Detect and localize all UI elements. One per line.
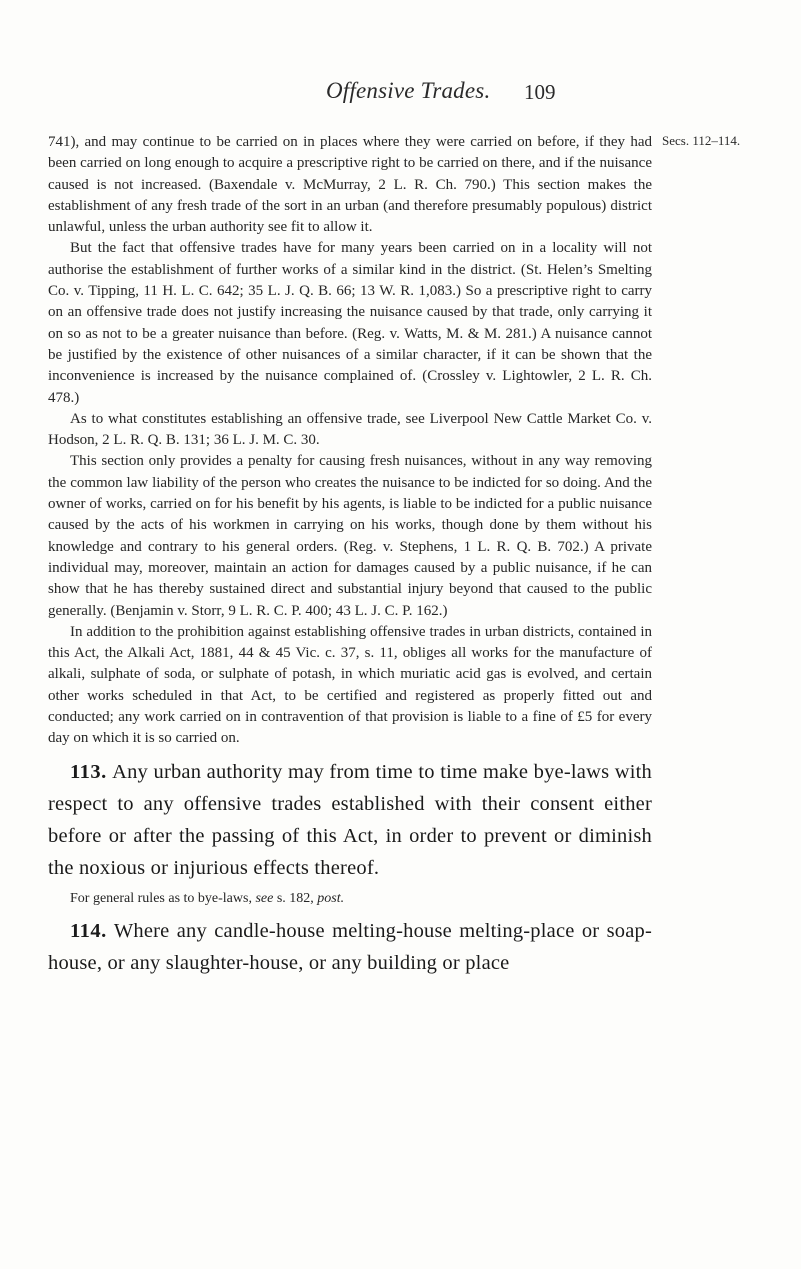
section-113-text: Any urban authority may from time to time make bye-laws with respect to any offensive trades established with their consent either before or after the passing of this Act, in order to prevent or diminish the noxious or injurious effects thereof. [48, 760, 653, 879]
section-113-number: 113. [70, 760, 107, 783]
paragraph-establishing: As to what constitutes establishing an offensive trade, see Liverpool New Cattle Market Co. v. Hodson, 2 L. R. Q. B. 131; 36 L. J. M. C. 30. [48, 410, 652, 449]
section-114-number: 114. [70, 919, 107, 942]
section-114-text: Where any candle-house melting-house melting-place or soap-house, or any slaughter-house, or any building or place [48, 919, 652, 974]
section-113-note [48, 888, 652, 909]
margin-section-note: Secs. 112–114. [662, 133, 741, 148]
paragraph-continuation: 741), and may continue to be carried on in places where they were carried on before, if they had been carried on long enough to acquire a prescriptive right to be carried on there, and if the nuisance caused is not increased. (Baxendale v. McMurray, 2 L. R. Ch. 790.) This section makes the establishment of any fresh trade of the sort in an urban (and therefore presumably populous) district unlawful, unless the urban authority see fit to allow it. [48, 134, 652, 236]
paragraph-prescriptive-right: But the fact that offensive trades have for many years been carried on in a locality will not authorise the establishment of further works of a similar kind in the district. (St. Helen’s Smelting Co. v. Tipping, 11 H. L. C. 642; 35 L. J. Q. B. 66; 13 W. R. 1,083.) So a prescriptive right to carry on an offensive trade does not justify increasing the nuisance caused by that trade, only carrying it on so as not to be a greater nuisance than before. (Reg. v. Watts, M. & M. 281.) A nuisance cannot be justified by the existence of other nuisances of a similar character, if it can be shown that the inconvenience is increased by the nuisance complained of. (Crossley v. Lightowler, 2 L. R. Ch. 478.) [48, 240, 652, 406]
page-number: 109 [524, 80, 556, 104]
section-113 [48, 756, 652, 884]
paragraph-penalty: This section only provides a penalty for causing fresh nuisances, without in any way removing the common law liability of the person who creates the nuisance to be indicted for so doing. And the owner of works, carried on for his benefit by his agents, is liable to be indicted for a public nuisance caused by the acts of his workmen in carrying on his works, though done by them without his knowledge and contrary to his general orders. (Reg. v. Stephens, 1 L. R. Q. B. 702.) A private individual may, moreover, maintain an action for damages caused by a public nuisance, if he can show that he has thereby sustained direct and substantial injury beyond that caused to the public generally. (Benjamin v. Storr, 9 L. R. C. P. 400; 43 L. J. C. P. 162.) [48, 453, 652, 619]
note-post: post. [317, 890, 345, 906]
note-prefix: For general rules as to bye-laws, [70, 890, 252, 906]
note-ref: s. 182, [276, 890, 314, 906]
section-114 [48, 915, 652, 979]
note-see: see [255, 890, 274, 906]
running-title: Offensive Trades. [326, 78, 491, 103]
body-text [48, 132, 652, 983]
paragraph-alkali-act: In addition to the prohibition against establishing offensive trades in urban districts, contained in this Act, the Alkali Act, 1881, 44 & 45 Vic. c. 37, s. 11, obliges all works for the manufacture of alkali, sulphate of soda, or sulphate of potash, in which muriatic acid gas is evolved, and certain other works scheduled in that Act, to be certified and registered as properly fitted out and conducted; any work carried on in contravention of that provision is liable to a fine of £5 for every day on which it is so carried on. [48, 623, 652, 747]
